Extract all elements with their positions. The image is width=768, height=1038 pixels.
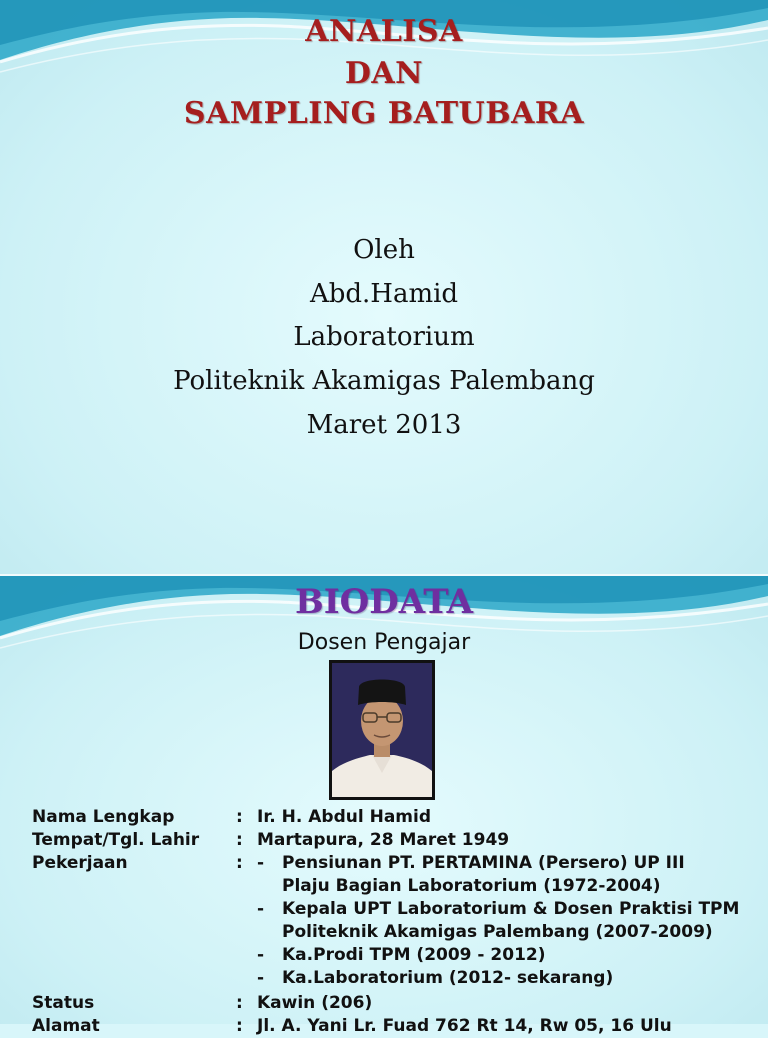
bullet-dash: - <box>257 853 265 873</box>
value-alamat: Jl. A. Yani Lr. Fuad 762 Rt 14, Rw 05, 16 Ulu <box>257 1016 672 1036</box>
row-status <box>0 992 768 1015</box>
row-nama <box>0 806 768 829</box>
biodata-title: BIODATA <box>294 582 474 622</box>
value-ttl: Martapura, 28 Maret 1949 <box>257 830 510 850</box>
title-line-2: DAN <box>344 56 424 91</box>
row-pekerjaan-4 <box>0 967 768 990</box>
separator: : <box>236 1016 243 1036</box>
label-ttl: Tempat/Tgl. Lahir <box>32 830 200 850</box>
label-pekerjaan: Pekerjaan <box>32 853 128 873</box>
author-line-5: Maret 2013 <box>306 410 462 440</box>
pekerjaan-item-2-line-1: Kepala UPT Laboratorium & Dosen Praktisi TPM <box>282 899 740 919</box>
title-line-1: ANALISA <box>305 14 463 49</box>
profile-photo <box>329 660 435 800</box>
pekerjaan-item-3: Ka.Prodi TPM (2009 - 2012) <box>282 945 546 965</box>
separator: : <box>236 853 243 873</box>
row-ttl <box>0 829 768 852</box>
value-status: Kawin (206) <box>257 993 373 1013</box>
row-pekerjaan-1 <box>0 852 768 875</box>
bullet-dash: - <box>257 899 265 919</box>
row-pekerjaan-2b <box>0 921 768 944</box>
pekerjaan-item-1-line-2: Plaju Bagian Laboratorium (1972-2004) <box>282 876 661 896</box>
row-alamat <box>0 1015 768 1038</box>
bullet-dash: - <box>257 968 265 988</box>
row-pekerjaan-3 <box>0 944 768 967</box>
author-line-1: Oleh <box>353 235 415 265</box>
pekerjaan-item-4: Ka.Laboratorium (2012- sekarang) <box>282 968 614 988</box>
biodata-subtitle: Dosen Pengajar <box>297 630 471 655</box>
value-nama: Ir. H. Abdul Hamid <box>257 807 432 827</box>
label-alamat: Alamat <box>32 1016 100 1036</box>
slide-biodata <box>0 576 768 1036</box>
bullet-dash: - <box>257 945 265 965</box>
author-line-2: Abd.Hamid <box>309 279 459 309</box>
pekerjaan-item-2-line-2: Politeknik Akamigas Palembang (2007-2009) <box>282 922 713 942</box>
separator: : <box>236 830 243 850</box>
row-pekerjaan-2 <box>0 898 768 921</box>
label-nama: Nama Lengkap <box>32 807 175 827</box>
separator: : <box>236 807 243 827</box>
pekerjaan-item-1-line-1: Pensiunan PT. PERTAMINA (Persero) UP III <box>282 853 685 873</box>
separator: : <box>236 993 243 1013</box>
title-line-3: SAMPLING BATUBARA <box>183 96 585 131</box>
author-line-3: Laboratorium <box>293 322 475 352</box>
row-pekerjaan-1b <box>0 875 768 898</box>
label-status: Status <box>32 993 95 1013</box>
portrait-illustration <box>332 663 432 797</box>
author-line-4: Politeknik Akamigas Palembang <box>173 366 595 396</box>
